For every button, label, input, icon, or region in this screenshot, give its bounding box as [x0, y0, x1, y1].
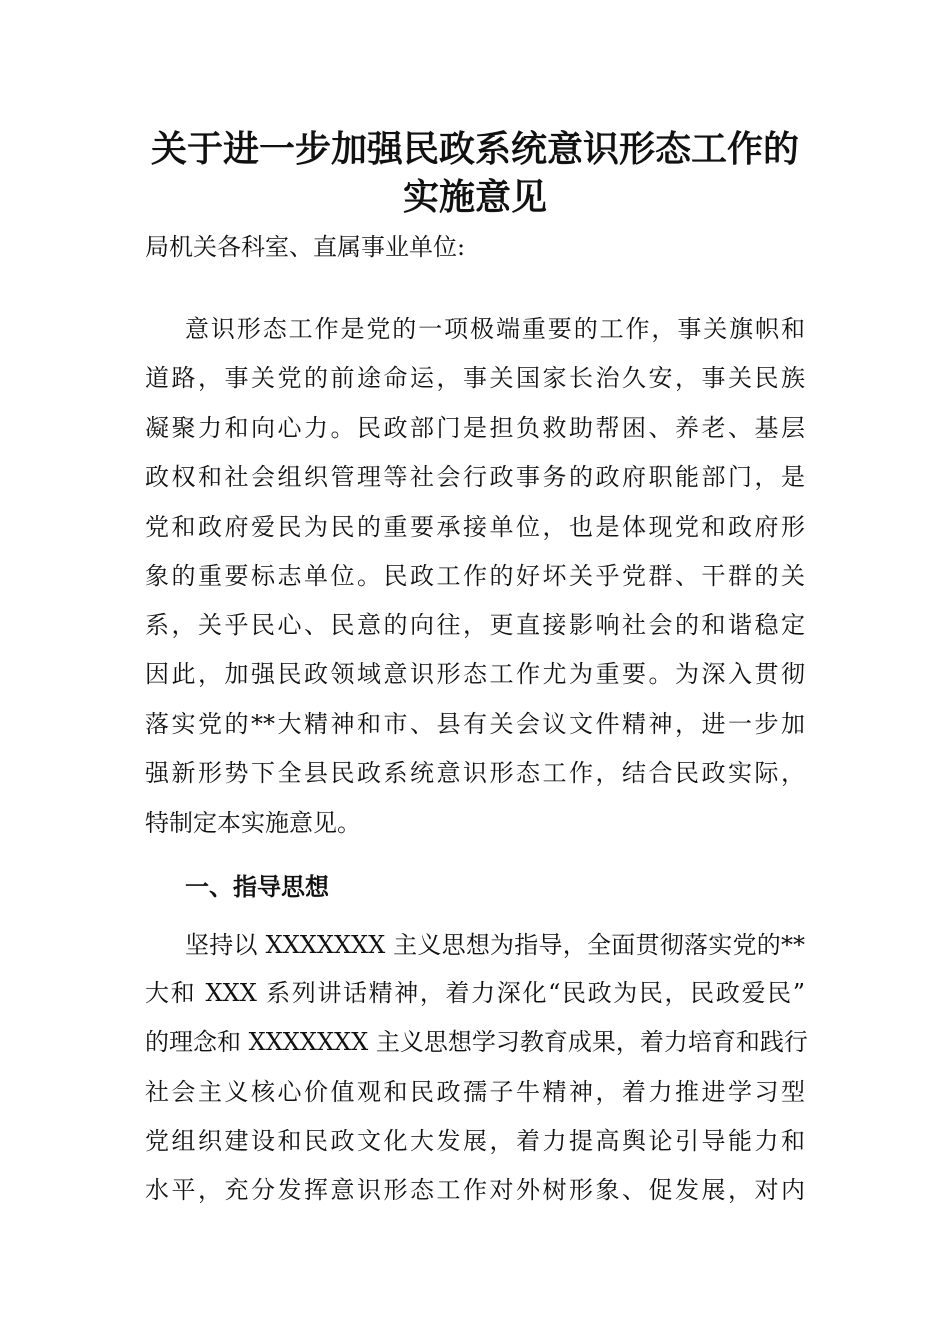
paragraph-line: 坚持以 XXXXXXX 主义思想为指导，全面贯彻落实党的**	[185, 931, 805, 959]
salutation: 局机关各科室、直属事业单位:	[145, 233, 466, 261]
document-title-line-1: 关于进一步加强民政系统意识形态工作的	[150, 128, 799, 170]
paragraph-line: 党和政府爱民为民的重要承接单位，也是体现党和政府形	[145, 513, 805, 541]
paragraph-line: 社会主义核心价值观和民政孺子牛精神，着力推进学习型	[145, 1078, 805, 1106]
paragraph-line: 道路，事关党的前途命运，事关国家长治久安，事关民族	[145, 364, 805, 392]
paragraph-line: 特制定本实施意见。	[145, 809, 361, 837]
paragraph-line: 系，关乎民心、民意的向往，更直接影响社会的和谐稳定	[145, 611, 805, 639]
section-heading: 一、指导思想	[185, 873, 329, 901]
paragraph-line: 意识形态工作是党的一项极端重要的工作，事关旗帜和	[185, 315, 805, 343]
paragraph-line: 因此，加强民政领域意识形态工作尤为重要。为深入贯彻	[145, 660, 805, 688]
paragraph-line: 大和 XXX 系列讲话精神，着力深化“民政为民，民政爱民”	[145, 979, 805, 1007]
paragraph-line: 凝聚力和向心力。民政部门是担负救助帮困、养老、基层	[145, 414, 805, 442]
paragraph-line: 党组织建设和民政文化大发展，着力提高舆论引导能力和	[145, 1127, 805, 1155]
document-title-line-2: 实施意见	[402, 176, 547, 218]
paragraph-line: 强新形势下全县民政系统意识形态工作，结合民政实际，	[145, 759, 805, 787]
paragraph-line: 水平，充分发挥意识形态工作对外树形象、促发展，对内	[145, 1176, 805, 1204]
paragraph-line: 政权和社会组织管理等社会行政事务的政府职能部门，是	[145, 463, 805, 491]
paragraph-line: 的理念和 XXXXXXX 主义思想学习教育成果，着力培育和践行	[145, 1028, 808, 1056]
paragraph-line: 落实党的**大精神和市、县有关会议文件精神，进一步加	[145, 710, 805, 738]
paragraph-line: 象的重要标志单位。民政工作的好坏关乎党群、干群的关	[145, 562, 805, 590]
